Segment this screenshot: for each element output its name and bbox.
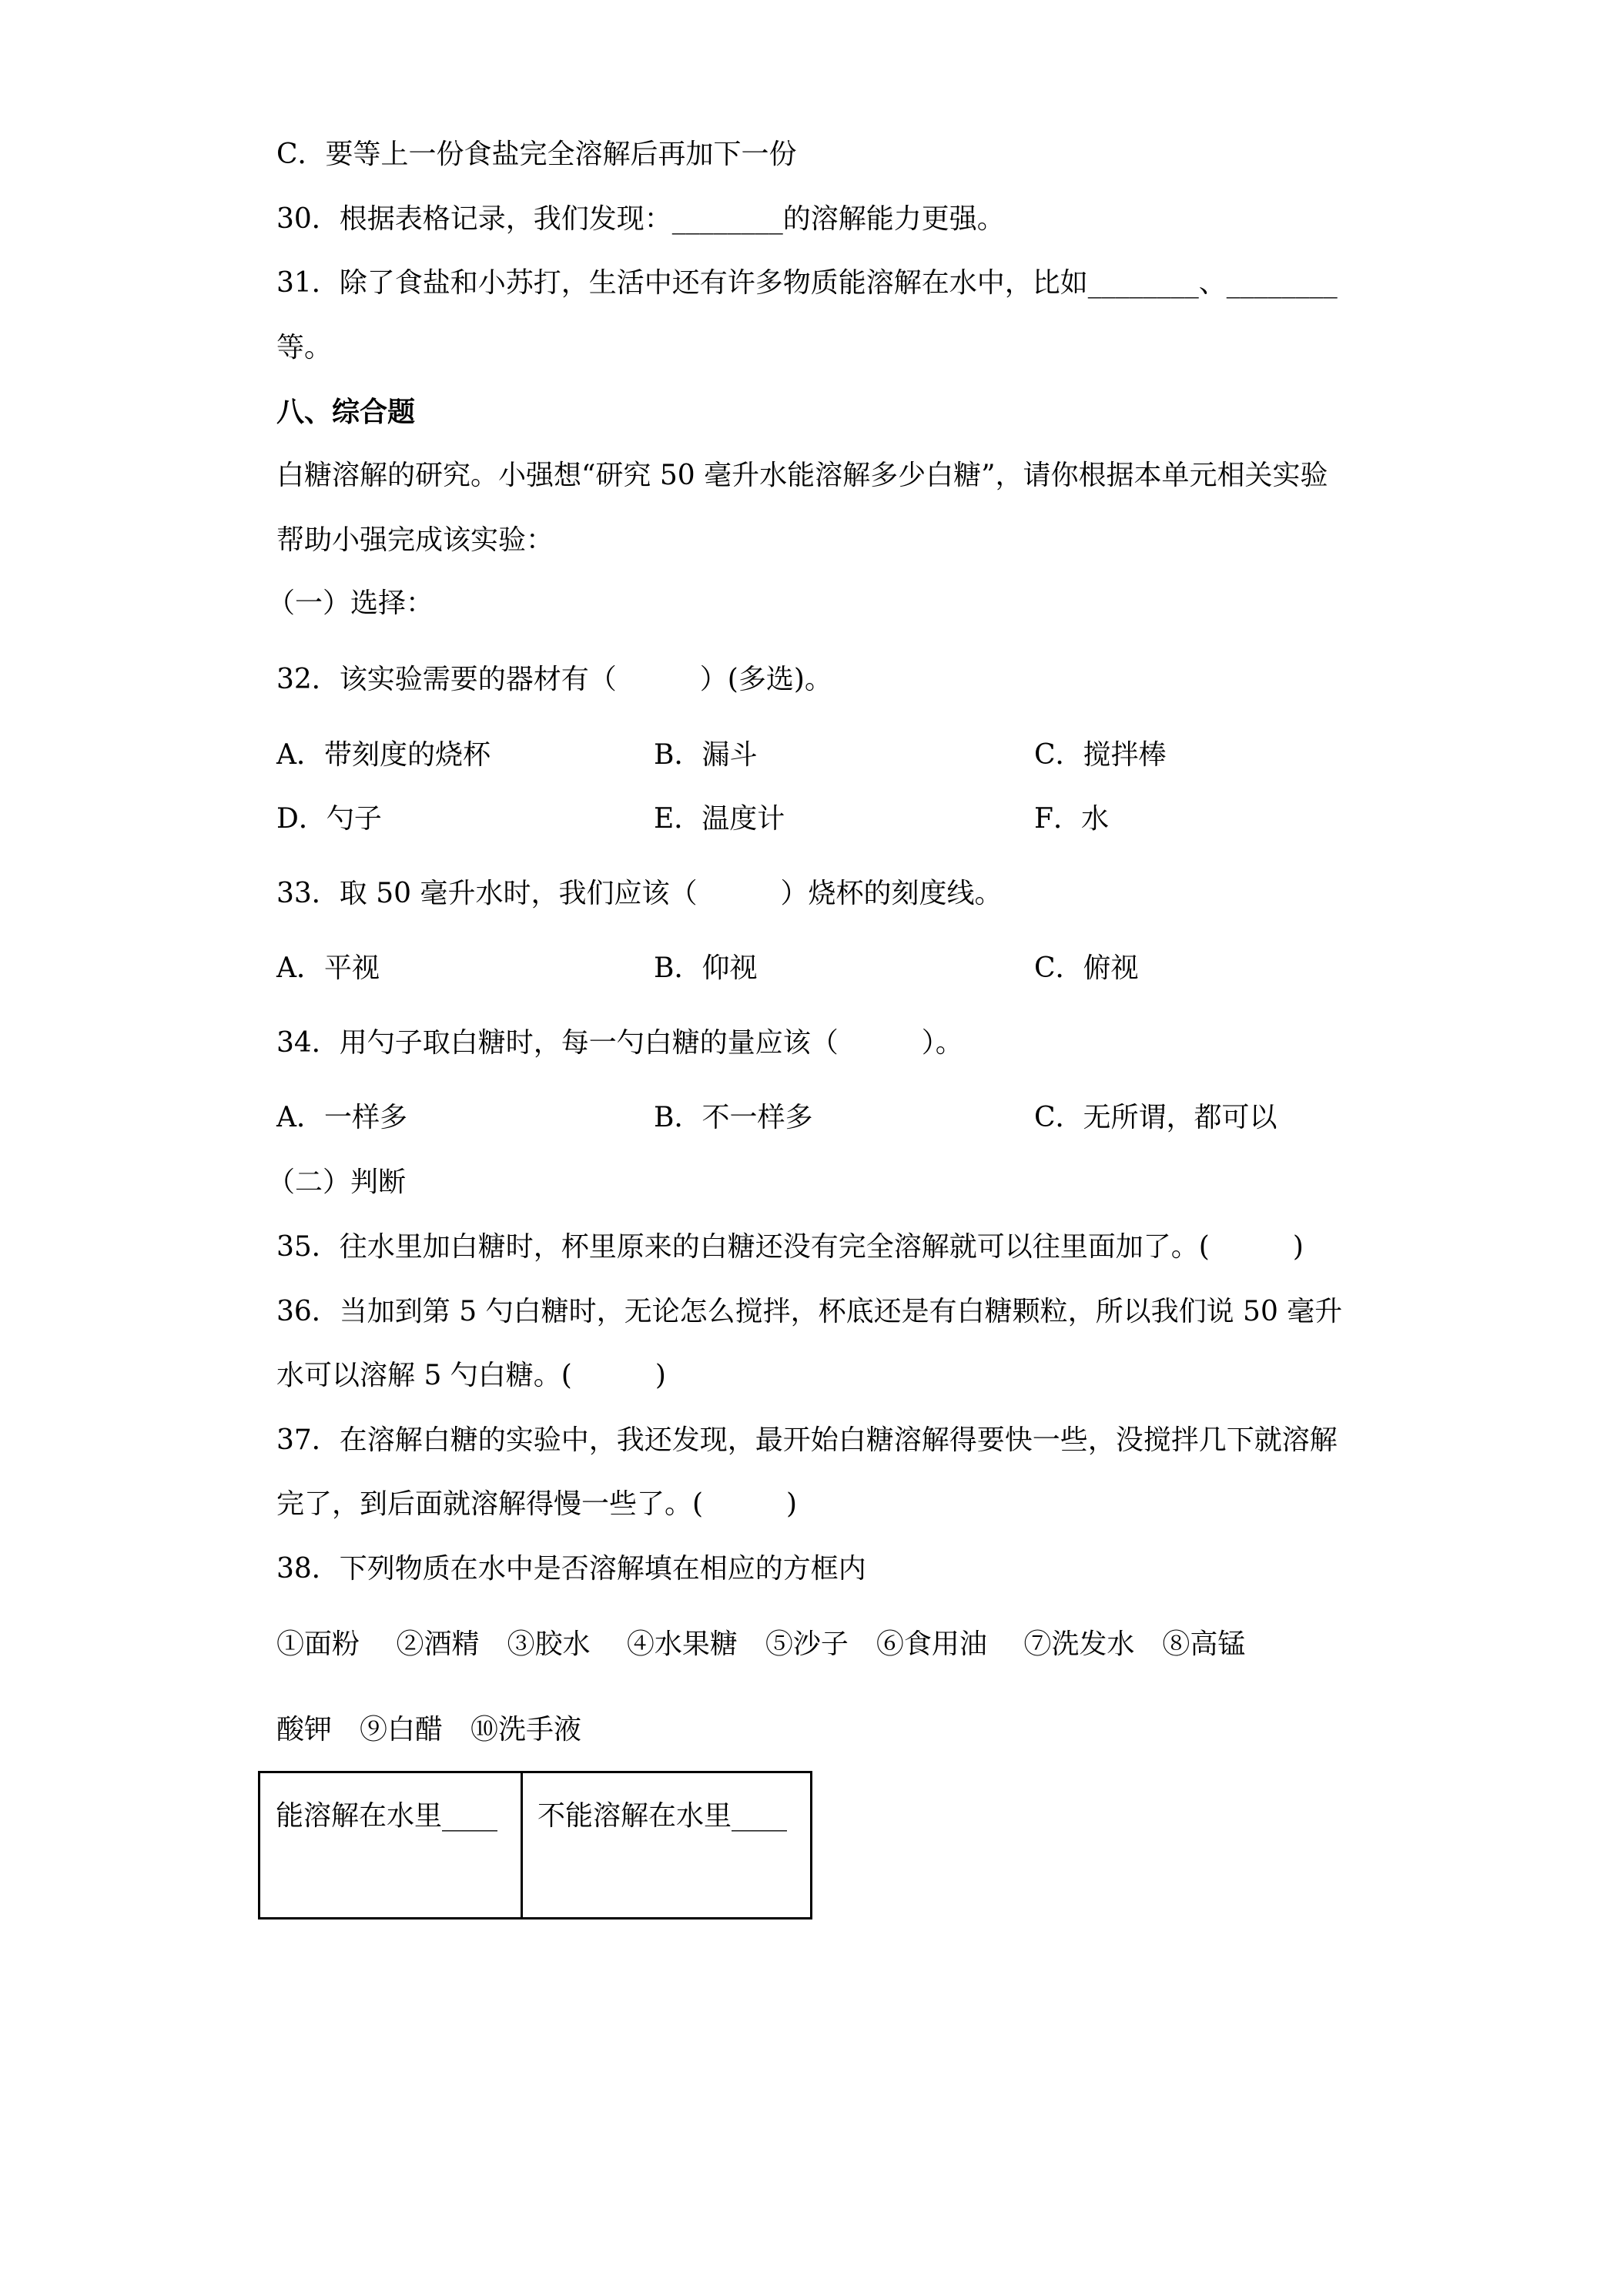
question-38-items-line-2: 酸钾 ⑨白醋 ⑩洗手液 (276, 1714, 582, 1745)
q32-option-e: E．温度计 (654, 803, 785, 835)
answer-table (258, 1771, 812, 1919)
question-34: 34．用勺子取白糖时，每一勺白糖的量应该（ ）。 (276, 1027, 963, 1059)
question-35: 35．往水里加白糖时，杯里原来的白糖还没有完全溶解就可以往里面加了。( ) (276, 1231, 1304, 1263)
q32-option-d: D．勺子 (276, 803, 382, 835)
question-31-line-1: 31．除了食盐和小苏打，生活中还有许多物质能溶解在水中，比如________、________ (276, 267, 1338, 299)
intro-line-1: 白糖溶解的研究。小强想“研究 50 毫升水能溶解多少白糖”，请你根据本单元相关实验 (276, 460, 1328, 491)
question-36-line-2: 水可以溶解 5 勺白糖。( ) (276, 1360, 666, 1391)
section-heading-8: 八、综合题 (276, 396, 416, 428)
question-38-items-line-1: ①面粉 ②酒精 ③胶水 ④水果糖 ⑤沙子 ⑥食用油 ⑦洗发水 ⑧高锰 (276, 1628, 1246, 1660)
q32-option-c: C．搅拌棒 (1034, 739, 1167, 771)
question-30: 30．根据表格记录，我们发现：________的溶解能力更强。 (276, 203, 1005, 235)
table-divider (521, 1773, 523, 1917)
q33-option-c: C．俯视 (1034, 952, 1139, 984)
question-31-line-2: 等。 (276, 332, 333, 363)
question-36-line-1: 36．当加到第 5 勺白糖时，无论怎么搅拌，杯底还是有白糖颗粒，所以我们说 50 毫升 (276, 1296, 1343, 1327)
q34-option-c: C．无所谓，都可以 (1034, 1102, 1277, 1133)
question-38: 38．下列物质在水中是否溶解填在相应的方框内 (276, 1553, 866, 1585)
q33-option-a: A．平视 (276, 952, 380, 984)
table-cell-insoluble: 不能溶解在水里____ (537, 1800, 788, 1832)
intro-line-2: 帮助小强完成该实验： (276, 524, 554, 556)
q33-option-b: B．仰视 (654, 952, 758, 984)
part-2-heading: （二）判断 (267, 1166, 407, 1198)
part-1-heading: （一）选择： (267, 587, 434, 619)
question-33: 33．取 50 毫升水时，我们应该（ ）烧杯的刻度线。 (276, 878, 1003, 909)
q34-option-a: A．一样多 (276, 1102, 407, 1133)
question-37-line-1: 37．在溶解白糖的实验中，我还发现，最开始白糖溶解得要快一些，没搅拌几下就溶解 (276, 1424, 1338, 1456)
q32-option-b: B．漏斗 (654, 739, 758, 771)
question-29-option-c: C．要等上一份食盐完全溶解后再加下一份 (276, 139, 797, 170)
table-cell-soluble: 能溶解在水里____ (276, 1800, 498, 1832)
question-32: 32．该实验需要的器材有（ ）(多选)。 (276, 664, 832, 695)
q32-option-f: F．水 (1034, 803, 1109, 835)
q34-option-b: B．不一样多 (654, 1102, 813, 1133)
question-37-line-2: 完了，到后面就溶解得慢一些了。( ) (276, 1488, 798, 1520)
q32-option-a: A．带刻度的烧杯 (276, 739, 491, 771)
